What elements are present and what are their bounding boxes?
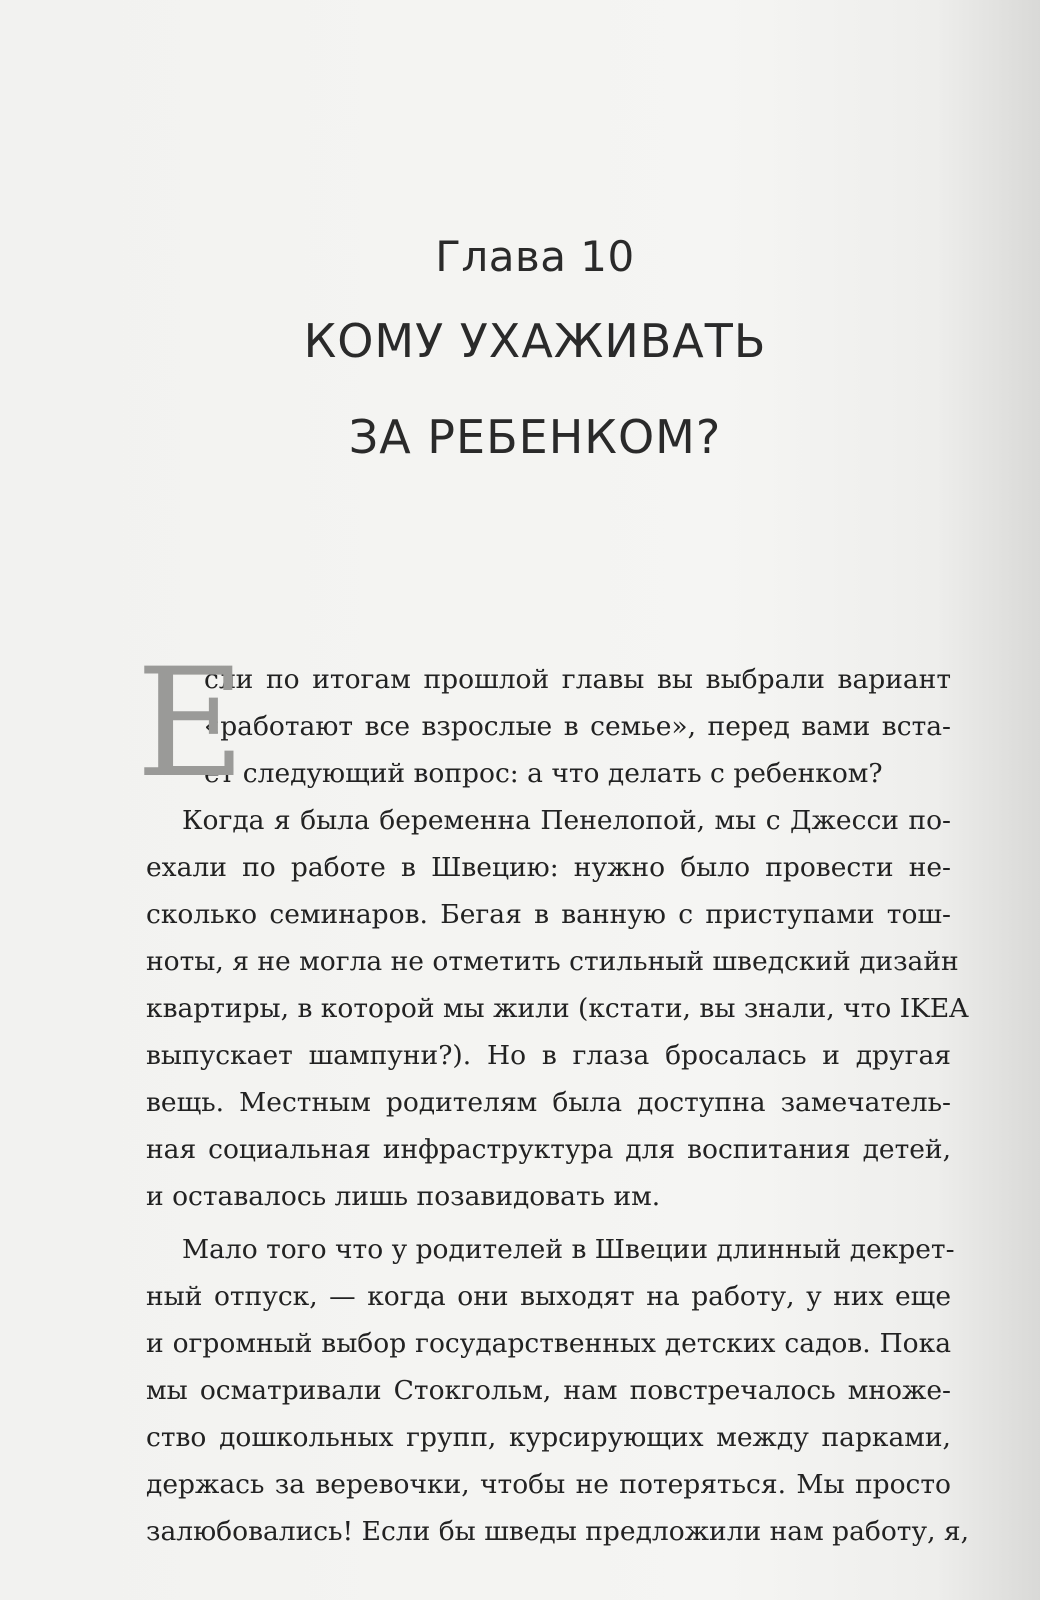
text-line: сколько семинаров. Бегая в ванную с приступами тош- [146, 899, 951, 930]
text-line: залюбовались! Если бы шведы предложили нам работу, я, [146, 1516, 970, 1547]
text-line: сли по итогам прошлой главы вы выбрали вариант [204, 664, 951, 695]
paragraph-3 [146, 1226, 970, 1555]
text-line: «работают все взрослые в семье», перед вами вста- [204, 711, 951, 742]
text-line: и оставалось лишь позавидовать им. [146, 1181, 661, 1212]
text-line: вещь. Местным родителям была доступна замечатель- [146, 1087, 951, 1118]
text-line: квартиры, в которой мы жили (кстати, вы знали, что IKEA [146, 993, 969, 1024]
text-line: ная социальная инфраструктура для воспитания детей, [146, 1134, 951, 1165]
text-line: ноты, я не могла не отметить стильный шведский дизайн [146, 946, 959, 977]
chapter-body [136, 637, 970, 1555]
chapter-title-line-2: ЗА РЕБЕНКОМ? [348, 410, 722, 464]
paragraph-2 [146, 797, 969, 1220]
chapter-title-line-1: КОМУ УХАЖИВАТЬ [303, 314, 767, 368]
text-line: ство дошкольных групп, курсирующих между парками, [146, 1422, 951, 1453]
text-line: ет следующий вопрос: а что делать с ребенком? [204, 758, 883, 789]
paragraph-1 [136, 637, 951, 811]
text-line: и огромный выбор государственных детских садов. Пока [146, 1328, 951, 1359]
text-line: выпускает шампуни?). Но в глаза бросалась и другая [146, 1040, 951, 1071]
text-line: мы осматривали Стокгольм, нам повстречалось множе- [146, 1375, 951, 1406]
text-line: Когда я была беременна Пенелопой, мы с Джесси по- [182, 805, 951, 836]
text-line: ехали по работе в Швецию: нужно было провести не- [146, 852, 951, 883]
text-line: Мало того что у родителей в Швеции длинный декрет- [182, 1234, 955, 1265]
text-line: держась за веревочки, чтобы не потеряться. Мы просто [146, 1469, 951, 1500]
drop-cap: Е [136, 637, 246, 811]
chapter-number: Глава 10 [435, 232, 635, 281]
text-line: ный отпуск, — когда они выходят на работу, у них еще [146, 1281, 951, 1312]
